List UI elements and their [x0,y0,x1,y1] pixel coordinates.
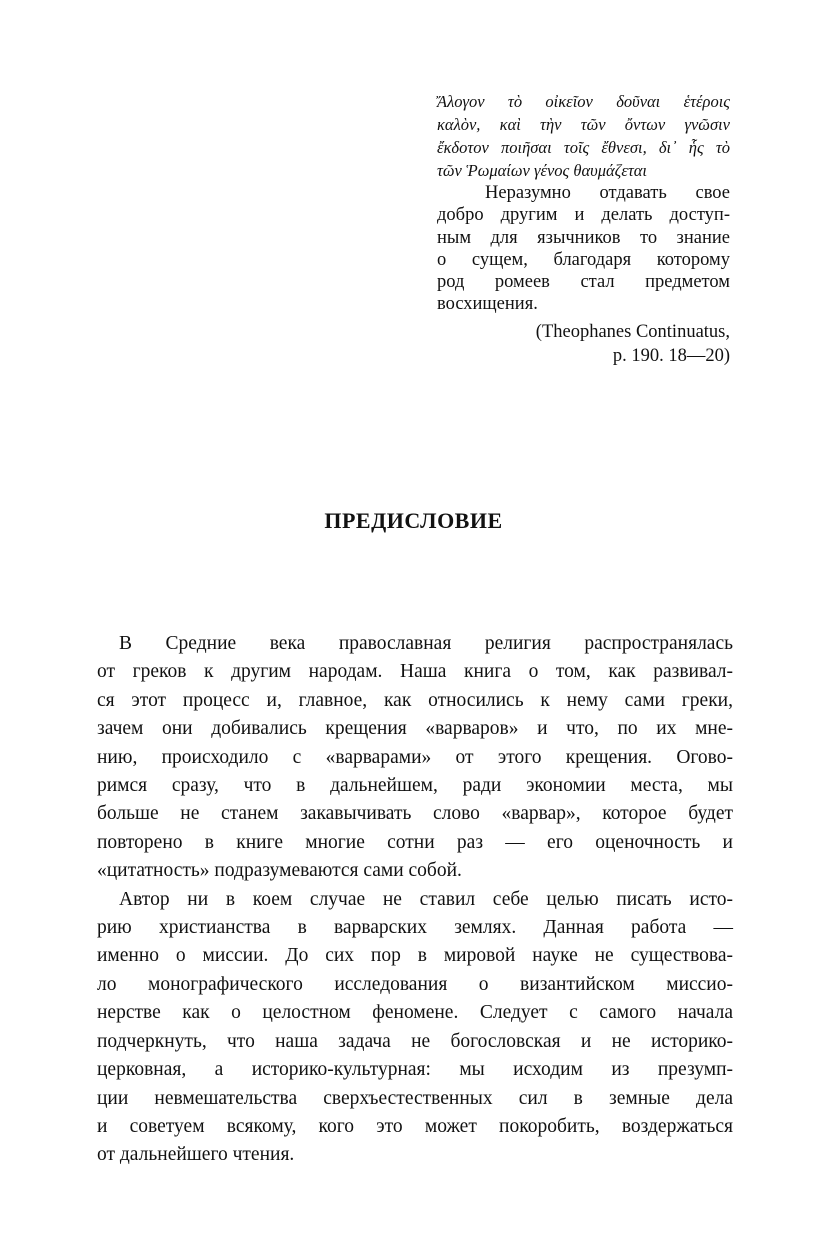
translation-line: добро другим и делать доступ- [437,205,730,226]
source-line: (Theophanes Continuatus, [535,321,730,342]
body-line: именно о миссии. До сих пор в мировой науке не существова- [97,945,733,967]
body-line: «цитатность» подразумеваются сами собой. [97,860,462,882]
body-line: церковная, а историко-культурная: мы исходим из презумп- [97,1059,733,1081]
body-line: подчеркнуть, что наша задача не богословская и не историко- [97,1030,733,1052]
body-line: рию христианства в варварских землях. Данная работа — [97,917,733,939]
body-line: римся сразу, что в дальнейшем, ради экономии места, мы [97,775,733,797]
greek-line: ἔκδοτον ποιῆσαι τοῖς ἔθνεσι, δι᾽ ἧς τὸ [437,138,730,157]
body-line: Автор ни в коем случае не ставил себе целью писать исто- [119,888,733,910]
page-title: ПРЕДИСЛОВИЕ [324,508,503,533]
epigraph-greek-quote [437,90,730,182]
body-line: от греков к другим народам. Наша книга о том, как развивал- [97,661,733,683]
greek-line: τῶν Ῥωμαίων γένος θαυμάζεται [437,161,647,180]
body-line: и советуем всякому, кого это может покоробить, воздержаться [97,1115,733,1137]
body-line: больше не станем закавычивать слово «варвар», которое будет [97,803,733,825]
translation-line: род ромеев стал предметом [437,272,730,293]
epigraph-russian-translation [437,182,730,316]
preface-body [97,630,733,1170]
source-line: p. 190. 18—20) [612,345,730,366]
greek-line: Ἄλογον τὸ οἰκεῖον δοῦναι ἑτέροις [437,92,730,111]
translation-line: о сущем, благодаря которому [437,249,730,270]
body-line: ся этот процесс и, главное, как относились к нему сами греки, [97,689,733,711]
translation-line: восхищения. [437,294,538,315]
translation-line: ным для язычников то знание [437,227,730,248]
body-line: нерстве как о целостном феномене. Следует с самого начала [97,1002,733,1024]
epigraph [437,90,730,368]
greek-line: καλὸν, καὶ τὴν τῶν ὄντων γνῶσιν [437,115,730,134]
translation-line: Неразумно отдавать свое [485,183,730,203]
body-line: нию, происходило с «варварами» от этого крещения. Огово- [97,746,733,768]
body-line: зачем они добивались крещения «варваров» и что, по их мне- [97,718,733,740]
body-line: В Средние века православная религия распространялась [119,633,733,654]
body-line: ции невмешательства сверхъестественных сил в земные дела [97,1087,733,1109]
epigraph-source [437,320,730,368]
body-line: повторено в книге многие сотни раз — его оценочность и [97,831,733,853]
body-line: от дальнейшего чтения. [97,1144,295,1166]
body-line: ло монографического исследования о византийском миссио- [97,973,733,995]
